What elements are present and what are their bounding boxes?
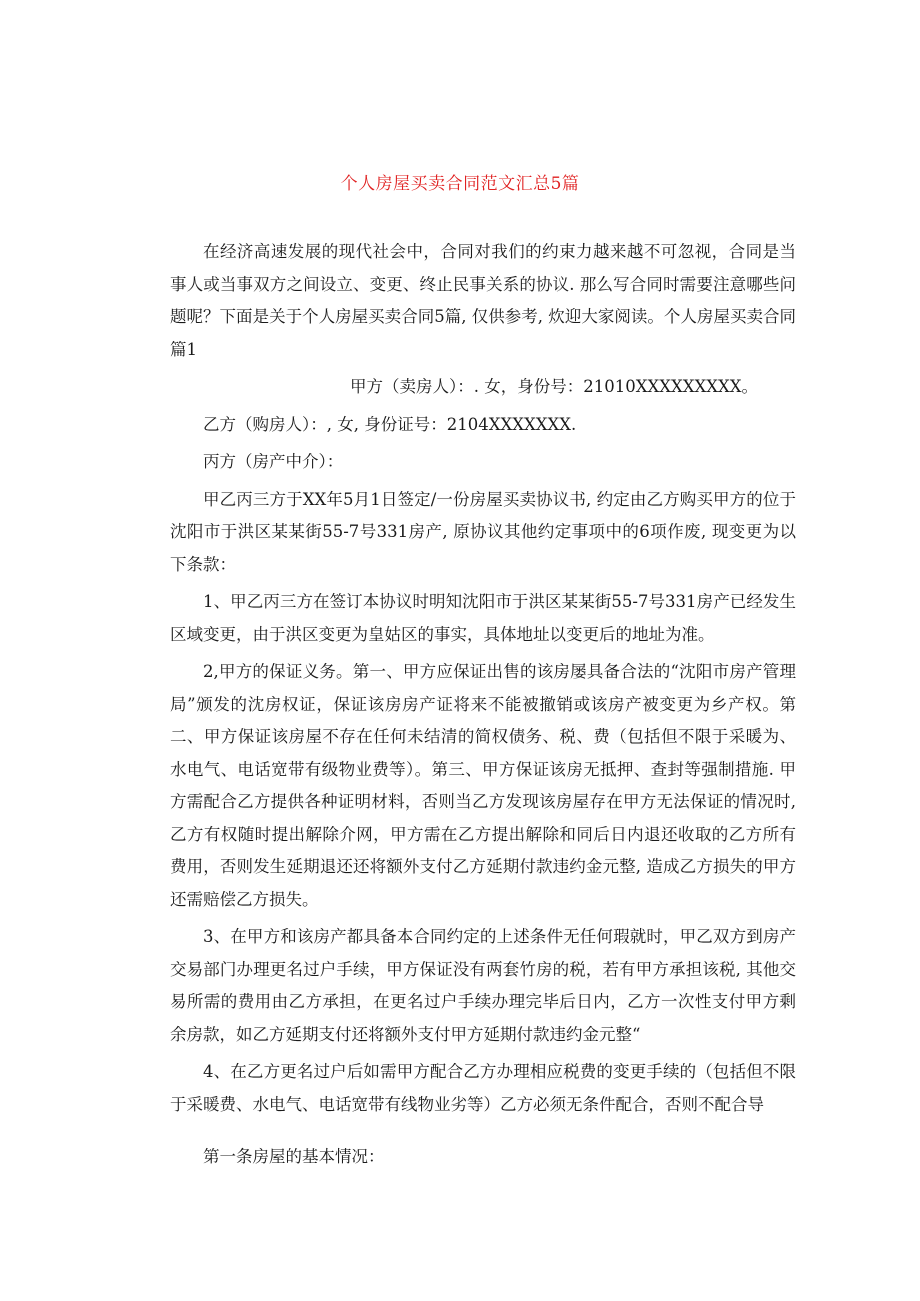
article-1-heading: 第一条房屋的基本情况： [203, 1147, 385, 1166]
document-title: 个人房屋买卖合同范文汇总5篇 [340, 174, 580, 194]
document-body [170, 236, 796, 1174]
intro-paragraph: 在经济高速发展的现代社会中，合同对我们的约束力越来越不可忽视，合同是当事人或当事双方之间设立、变更、终止民事关系的协议. 那么写合同时需要注意哪些问题呢？下面是关于个人房屋买卖合同5篇, 仅供参考, 炊迎大家阅读。个人房屋买卖合同篇1 [170, 242, 796, 359]
clause-4: 4、在乙方更名过户后如需甲方配合乙方办理相应税费的变更手续的（包括但不限于采暖费、水电气、电话宽带有线物业劣等）乙方必须无条件配合，否则不配合导 [170, 1062, 796, 1114]
party-c-line: 丙方（房产中介）： [203, 452, 344, 471]
clause-1: 1、甲乙丙三方在签订本协议时明知沈阳市于洪区某某街55-7号331房产已经发生区域变更，由于洪区变更为皇姑区的事实，具体地址以变更后的地址为准。 [170, 592, 796, 644]
clause-2: 2,甲方的保证义务。第一、甲方应保证出售的该房屡具备合法的“沈阳市房产管理局”颁发的沈房权证，保证该房房产证将来不能被撤销或该房产被变更为乡产权。第二、甲方保证该房屋不存在任何未结清的简权债务、税、费（包括但不限于采暖为、水电气、电话宽带有级物业费等）。第三、甲方保证该房无抵押、查封等强制措施. 甲方需配合乙方提供各种证明材料，否则当乙方发现该房屋存在甲方无法保证的情况时, 乙方有权随时提出解除介网，甲方需在乙方提出解除和同后日内退还收取的乙方所有费用，否则发生延期退还还将额外支付乙方延期付款违约金元整, 造成乙方损失的甲方还需赔偿乙方损失。 [170, 662, 796, 909]
party-a-line: 甲方（卖房人）：. 女，身份号：21010XXXXXXXXX。 [350, 377, 758, 396]
party-b-line: 乙方（购房人）：, 女, 身份证号：2104XXXXXXX. [203, 414, 577, 434]
clause-3: 3、在甲方和该房产都具备本合同约定的上述条件无任何瑕就时，甲乙双方到房产交易部门办理更名过户手续，甲方保证没有两套竹房的税，若有甲方承担该税, 其他交易所需的费用由乙方承担，在更名过户手续办理完毕后日内，乙方一次性支付甲方剩余房款，如乙方延期支付还将额外支付甲方延期付款违约金元整“ [170, 927, 796, 1044]
agreement-paragraph: 甲乙丙三方于XX年5月1日签定/一份房屋买卖协议书, 约定由乙方购买甲方的位于沈阳市于洪区某某街55-7号331房产, 原协议其他约定事项中的6项作废, 现变更为以下条款： [170, 489, 796, 574]
